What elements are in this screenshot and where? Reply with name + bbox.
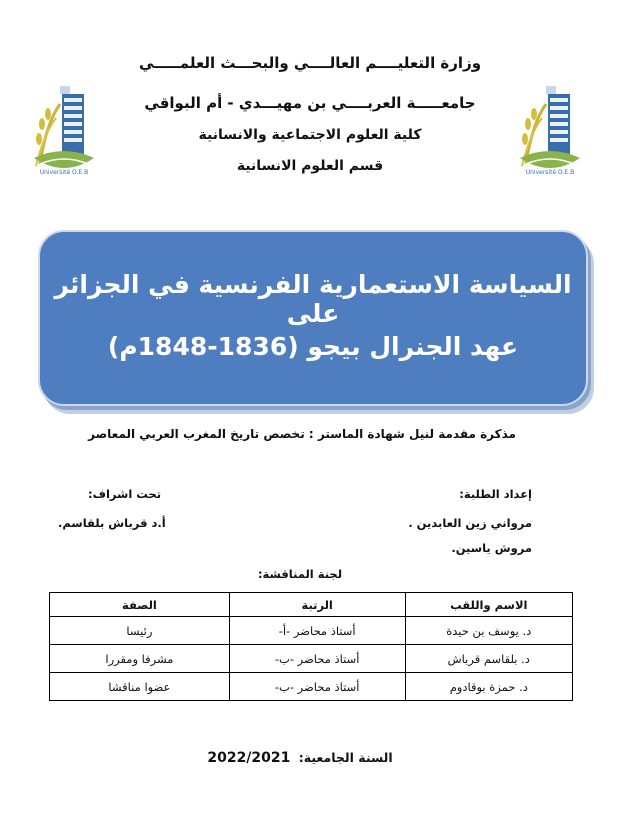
member-role: عضوا مناقشا — [50, 673, 230, 701]
thesis-title-line-1: السياسة الاستعمارية الفرنسية في الجزائر على — [54, 270, 572, 328]
supervisor-name: أ.د قرباش بلقاسم. — [58, 516, 166, 530]
member-name: د. يوسف بن حيدة — [405, 617, 572, 645]
member-name: د. بلقاسم قرباش — [405, 645, 572, 673]
university-name: جامعـــــة العربــــي بن مهيـــدي - أم البواقي — [144, 94, 476, 112]
faculty-name: كلية العلوم الاجتماعية والانسانية — [198, 127, 422, 143]
table-header-row — [50, 593, 573, 617]
academic-year-label: السنة الجامعية: — [298, 750, 393, 765]
column-header-role: الصفة — [50, 593, 230, 617]
academic-year-value: 2022/2021 — [207, 750, 291, 766]
svg-text:Université O.E.B: Université O.E.B — [39, 169, 89, 176]
students-label: إعداد الطلبة: — [459, 487, 532, 501]
member-rank: أستاذ محاضر -أ- — [229, 617, 405, 645]
svg-text:Université O.E.B: Université O.E.B — [525, 169, 575, 176]
thesis-title-line-2: عهد الجنرال بيجو (1836-1848م) — [107, 332, 519, 361]
department-name: قسم العلوم الانسانية — [236, 158, 384, 174]
supervisor-label: تحت اشراف: — [88, 487, 162, 501]
member-role: مشرفا ومقررا — [50, 645, 230, 673]
thesis-title-box — [38, 230, 588, 406]
university-logo-right — [516, 84, 584, 178]
student-name: مروش ياسين. — [451, 541, 532, 555]
student-name: مرواني زين العابدين . — [408, 516, 532, 530]
thesis-subtitle: مذكرة مقدمة لنيل شهادة الماستر : تخصص تاريخ المغرب العربي المعاصر — [88, 427, 516, 441]
university-logo-left — [30, 84, 98, 178]
university-logo-icon — [516, 84, 584, 178]
member-role: رئيسا — [50, 617, 230, 645]
column-header-rank: الرتبة — [229, 593, 405, 617]
committee-table — [49, 592, 573, 701]
ministry-title: وزارة التعليــــم العالــــي والبحـــث العلمـــــي — [138, 54, 482, 72]
member-rank: أستاذ محاضر -ب- — [229, 645, 405, 673]
member-rank: أستاذ محاضر -ب- — [229, 673, 405, 701]
table-row — [50, 617, 573, 645]
table-row — [50, 673, 573, 701]
column-header-name: الاسم واللقب — [405, 593, 572, 617]
member-name: د. حمزة بوقادوم — [405, 673, 572, 701]
table-row — [50, 645, 573, 673]
university-logo-icon — [30, 84, 98, 178]
committee-label: لجنة المناقشة: — [257, 567, 343, 581]
academic-year — [0, 750, 600, 766]
